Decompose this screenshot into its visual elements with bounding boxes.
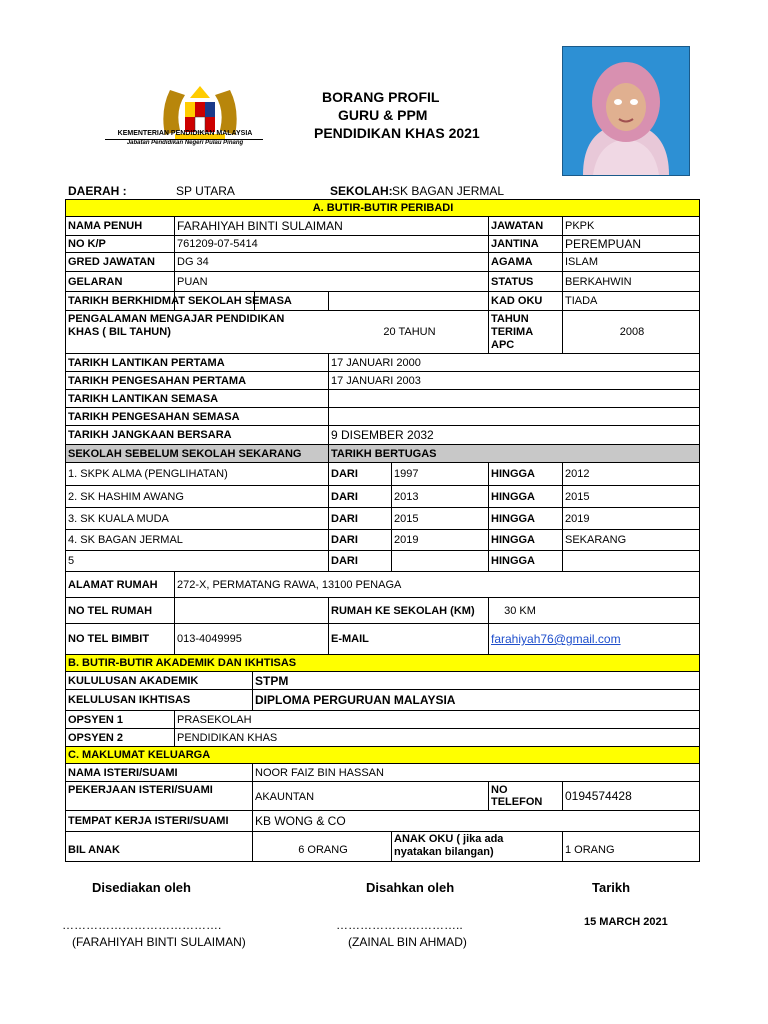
tarikh-berkhidmat-label: TARIKH BERKHIDMAT SEKOLAH SEMASA — [68, 295, 292, 307]
agama-value: ISLAM — [565, 256, 599, 268]
title-line-3: PENDIDIKAN KHAS 2021 — [314, 125, 480, 141]
section-b-heading: B. BUTIR-BUTIR AKADEMIK DAN IKHTISAS — [68, 657, 297, 669]
profile-photo — [562, 46, 690, 176]
dari-label: DARI — [331, 490, 358, 503]
school-name: 3. SK KUALA MUDA — [68, 512, 169, 525]
akademik-value: STPM — [255, 673, 289, 688]
lantikan-pertama-label: TARIKH LANTIKAN PERTAMA — [68, 356, 225, 369]
signature-line-2: ………………………….. — [336, 918, 463, 932]
anak-oku-label-2: nyatakan bilangan) — [394, 846, 494, 858]
disediakan-name: (FARAHIYAH BINTI SULAIMAN) — [72, 935, 246, 949]
pengesahan-semasa-label: TARIKH PENGESAHAN SEMASA — [68, 410, 240, 423]
apc-label-1: TAHUN — [491, 313, 529, 325]
nama-label: NAMA PENUH — [68, 220, 143, 232]
opsyen2-value: PENDIDIKAN KHAS — [177, 731, 278, 744]
kadoku-value: TIADA — [565, 295, 598, 307]
nama-pasangan-value: NOOR FAIZ BIN HASSAN — [255, 766, 384, 779]
school-dari: 2019 — [394, 534, 419, 546]
pengesahan-pertama-value: 17 JANUARI 2003 — [331, 374, 421, 387]
school-name: 5 — [68, 555, 75, 567]
tel-bimbit-label: NO TEL BIMBIT — [68, 633, 150, 645]
lantikan-semasa-label: TARIKH LANTIKAN SEMASA — [68, 392, 219, 405]
dari-label: DARI — [331, 534, 358, 546]
hingga-label: HINGGA — [491, 512, 535, 525]
gelaran-value: PUAN — [177, 275, 208, 288]
opsyen1-label: OPSYEN 1 — [68, 713, 124, 726]
tarikh-label: Tarikh — [592, 880, 631, 895]
ikhtisas-value: DIPLOMA PERGURUAN MALAYSIA — [255, 693, 456, 707]
sekolah-sebelum-label: SEKOLAH SEBELUM SEKOLAH SEKARANG — [68, 447, 302, 460]
school-name: 4. SK BAGAN JERMAL — [68, 534, 183, 546]
jangkaan-bersara-value: 9 DISEMBER 2032 — [331, 428, 434, 442]
pengalaman-label-1: PENGALAMAN MENGAJAR PENDIDIKAN — [68, 313, 285, 325]
school-name: 1. SKPK ALMA (PENGLIHATAN) — [68, 468, 228, 480]
hingga-label: HINGGA — [491, 490, 535, 503]
status-value: BERKAHWIN — [565, 275, 632, 288]
apc-value: 2008 — [619, 326, 645, 338]
agama-label: AGAMA — [491, 256, 533, 268]
kadoku-label: KAD OKU — [491, 295, 543, 307]
jangkaan-bersara-label: TARIKH JANGKAAN BERSARA — [68, 429, 232, 441]
tel-bimbit-value: 013-4049995 — [177, 633, 242, 645]
apc-label-3: APC — [491, 339, 515, 351]
telefon-value: 0194574428 — [565, 789, 632, 803]
daerah-value: SP UTARA — [176, 184, 235, 198]
alamat-label: ALAMAT RUMAH — [68, 578, 158, 591]
disahkan-label: Disahkan oleh — [366, 880, 455, 895]
dari-label: DARI — [331, 555, 358, 567]
nama-value: FARAHIYAH BINTI SULAIMAN — [177, 219, 343, 233]
anak-oku-label-1: ANAK OKU ( jika ada — [394, 833, 504, 845]
hingga-label: HINGGA — [491, 468, 535, 480]
school-name: 2. SK HASHIM AWANG — [68, 490, 184, 503]
sekolah-label: SEKOLAH: — [330, 184, 393, 198]
signature-line-1: …………………………………. — [62, 918, 222, 932]
daerah-label: DAERAH : — [68, 184, 127, 198]
anak-oku-value: 1 ORANG — [565, 844, 615, 856]
nokp-label: NO K/P — [68, 238, 106, 250]
school-dari: 2015 — [394, 512, 419, 525]
jarak-value: 30 KM — [504, 604, 536, 617]
telefon-label-2: TELEFON — [491, 796, 543, 808]
pengalaman-value: 20 TAHUN — [383, 326, 436, 338]
dari-label: DARI — [331, 468, 358, 480]
gred-value: DG 34 — [177, 256, 209, 268]
jantina-value: PEREMPUAN — [565, 237, 642, 251]
school-hingga: SEKARANG — [565, 534, 627, 546]
jawatan-value: PKPK — [565, 220, 595, 232]
tel-rumah-label: NO TEL RUMAH — [68, 604, 153, 617]
school-hingga — [563, 551, 699, 571]
school-hingga: 2015 — [565, 490, 590, 503]
disahkan-name: (ZAINAL BIN AHMAD) — [348, 935, 467, 949]
lantikan-pertama-value: 17 JANUARI 2000 — [331, 356, 421, 369]
akademik-label: KULULUSAN AKADEMIK — [68, 674, 199, 687]
profile-form — [0, 199, 768, 869]
title-line-2: GURU & PPM — [338, 107, 428, 123]
gelaran-label: GELARAN — [68, 275, 123, 288]
pekerjaan-value: AKAUNTAN — [255, 791, 315, 803]
tempat-kerja-value: KB WONG & CO — [255, 814, 346, 828]
school-hingga: 2012 — [565, 468, 590, 480]
ikhtisas-label: KELULUSAN IKHTISAS — [68, 694, 191, 706]
title-line-1: BORANG PROFIL — [322, 89, 440, 105]
pengalaman-label-2: KHAS ( BIL TAHUN) — [68, 326, 171, 338]
status-label: STATUS — [491, 275, 534, 288]
tempat-kerja-label: TEMPAT KERJA ISTERI/SUAMI — [68, 815, 229, 827]
section-a-heading: A. BUTIR-BUTIR PERIBADI — [312, 202, 454, 214]
bil-anak-label: BIL ANAK — [68, 844, 120, 856]
opsyen1-value: PRASEKOLAH — [177, 713, 252, 726]
apc-label-2: TERIMA — [491, 326, 534, 338]
pengesahan-pertama-label: TARIKH PENGESAHAN PERTAMA — [68, 374, 247, 387]
dari-label: DARI — [331, 512, 358, 525]
nokp-value: 761209-07-5414 — [177, 238, 258, 250]
hingga-label: HINGGA — [491, 555, 535, 567]
telefon-label-1: NO — [491, 784, 508, 796]
opsyen2-label: OPSYEN 2 — [68, 731, 124, 744]
school-dari: 2013 — [394, 490, 419, 503]
person-portrait-icon — [563, 47, 689, 175]
disediakan-label: Disediakan oleh — [92, 880, 191, 895]
jarak-label: RUMAH KE SEKOLAH (KM) — [331, 604, 475, 617]
tarikh-bertugas-label: TARIKH BERTUGAS — [331, 447, 437, 460]
alamat-value: 272-X, PERMATANG RAWA, 13100 PENAGA — [177, 578, 402, 591]
jantina-label: JANTINA — [491, 238, 539, 250]
gred-label: GRED JAWATAN — [68, 256, 155, 268]
section-c-heading: C. MAKLUMAT KELUARGA — [68, 749, 211, 761]
tarikh-value: 15 MARCH 2021 — [584, 916, 668, 928]
ministry-name: KEMENTERIAN PENDIDIKAN MALAYSIA — [117, 130, 253, 137]
bil-anak-value: 6 ORANG — [298, 844, 348, 856]
department-name: Jabatan Pendidikan Negeri Pulau Pinang — [126, 140, 244, 146]
pekerjaan-label: PEKERJAAN ISTERI/SUAMI — [68, 784, 213, 796]
jawatan-label: JAWATAN — [491, 220, 544, 232]
hingga-label: HINGGA — [491, 534, 535, 546]
school-dari — [392, 551, 488, 571]
email-link[interactable]: farahiyah76@gmail.com — [491, 632, 621, 646]
sekolah-value: SK BAGAN JERMAL — [392, 184, 505, 198]
school-hingga: 2019 — [565, 512, 590, 525]
school-dari: 1997 — [394, 468, 419, 480]
nama-pasangan-label: NAMA ISTERI/SUAMI — [68, 766, 178, 779]
email-label: E-MAIL — [331, 633, 369, 645]
